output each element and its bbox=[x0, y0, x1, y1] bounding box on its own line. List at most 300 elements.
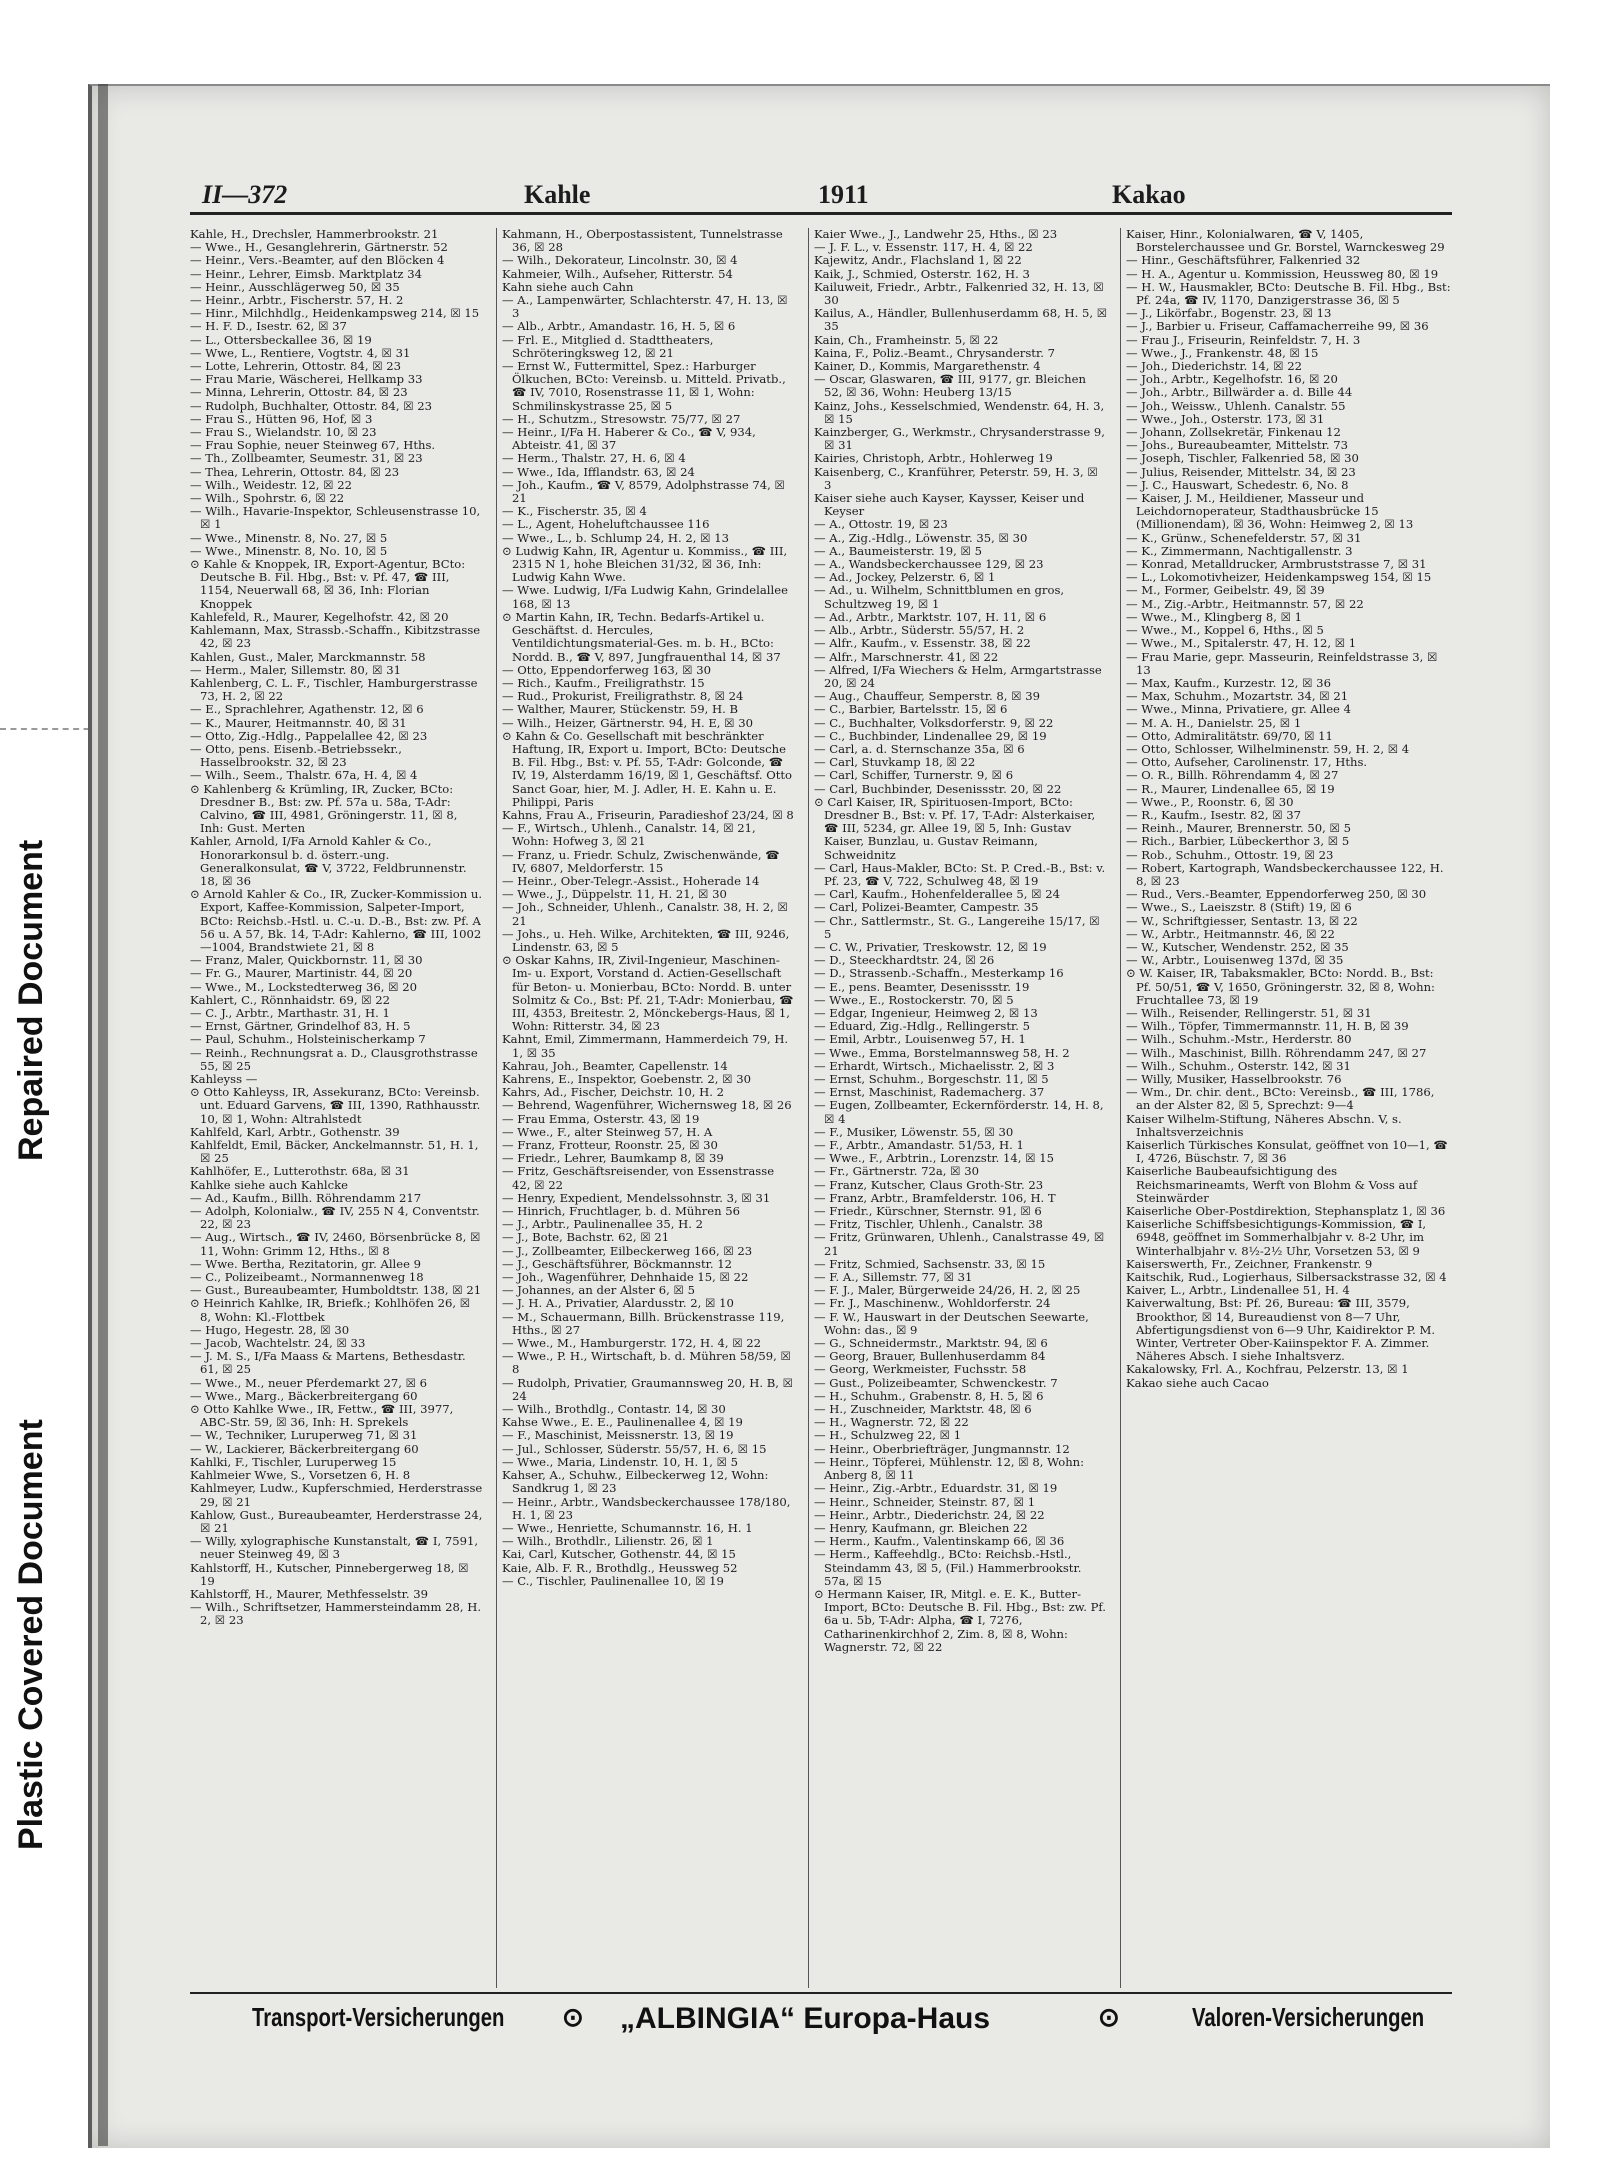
directory-entry: — Rudolph, Buchhalter, Ottostr. 84, ☒ 23 bbox=[190, 398, 433, 413]
directory-entry: — Wilh., Brothdlr., Lilienstr. 26, ☒ 1 bbox=[502, 1534, 714, 1549]
directory-entry: — Rud., Prokurist, Freiligrathstr. 8, ☒ 24 bbox=[502, 689, 744, 704]
directory-entry: — Wwe., J., Düppelstr. 11, H. 21, ☒ 30 bbox=[502, 887, 727, 902]
directory-entry: ⊙ Hermann Kaiser, IR, Mitgl. e. E. K., Butter-Import, BCto: Deutsche B. Fil. Hbg., Bst: zw. Pf. 6a u. 5b, T-Adr: Alpha, ☎ I, 7276, Catharinenkirchhof 2, Zim. 8, ☒ 8, Wohn: Wagnerstr. 72, ☒ 22 bbox=[814, 1586, 1106, 1654]
footer-left-text: Transport-Versicherungen bbox=[252, 2002, 505, 2032]
directory-entry: Kaiverwaltung, Bst: Pf. 26, Bureau: ☎ III, 3579, Brookthor, ☒ 14, Bureaudienst von 8—7 Uhr, Abfertigungsdienst von 6—9 Uhr, Kaidirektor P. M. Winter, Vertreter Ober-Kaiinspektor F. A. Zimmer. Näheres Absch. I siehe Inhaltsverz. bbox=[1126, 1296, 1436, 1364]
directory-entry: — Wwe., M., Klingberg 8, ☒ 1 bbox=[1126, 609, 1303, 624]
header-last-entry: Kakao bbox=[1112, 180, 1186, 209]
directory-entry: — Adolph, Kolonialw., ☎ IV, 255 N 4, Conventstr. 22, ☒ 23 bbox=[190, 1204, 480, 1232]
directory-entry: — Behrend, Wagenführer, Wichernsweg 18, ☒ 26 bbox=[502, 1098, 792, 1113]
directory-entry: — Heinr., I/Fa H. Haberer & Co., ☎ V, 934, Abteistr. 41, ☒ 37 bbox=[502, 425, 756, 453]
directory-entry: — Wilh., Heizer, Gärtnerstr. 94, H. E, ☒ 30 bbox=[502, 715, 753, 730]
directory-entry: — J., Geschäftsführer, Böckmannstr. 12 bbox=[502, 1256, 733, 1271]
directory-entry: — J. C., Hauswart, Schedestr. 6, No. 8 bbox=[1126, 477, 1349, 492]
directory-entry: — Wwe., P., Roonstr. 6, ☒ 30 bbox=[1126, 794, 1294, 809]
directory-entry: — Wm., Dr. chir. dent., BCto: Vereinsb., ☎ III, 1786, an der Alster 82, ☒ 5, Sprechzt: 9—4 bbox=[1126, 1085, 1435, 1113]
directory-entry: — Carl, Schiffer, Turnerstr. 9, ☒ 6 bbox=[814, 768, 1014, 783]
directory-entry: — A., Ottostr. 19, ☒ 23 bbox=[814, 517, 948, 532]
directory-entry: — Joh., Wagenführer, Dehnhaide 15, ☒ 22 bbox=[502, 1270, 749, 1285]
column-divider bbox=[808, 228, 809, 1988]
directory-entry: — Otto, Eppendorferweg 163, ☒ 30 bbox=[502, 662, 711, 677]
directory-entry: — Fr. G., Maurer, Martinistr. 44, ☒ 20 bbox=[190, 966, 413, 981]
directory-entry: — Aug., Chauffeur, Semperstr. 8, ☒ 39 bbox=[814, 689, 1040, 704]
directory-entry: — C. W., Privatier, Treskowstr. 12, ☒ 19 bbox=[814, 939, 1047, 954]
directory-entry: Kahlhöfer, E., Lutterothstr. 68a, ☒ 31 bbox=[190, 1164, 410, 1179]
directory-entry: Kahlen, Gust., Maler, Marckmannstr. 58 bbox=[190, 649, 426, 664]
header-first-entry: Kahle bbox=[524, 180, 591, 209]
directory-entry: — Wwe., J., Frankenstr. 48, ☒ 15 bbox=[1126, 345, 1319, 360]
directory-entry: — Wwe., Henriette, Schumannstr. 16, H. 1 bbox=[502, 1520, 753, 1535]
directory-entry: Kaier Wwe., J., Landwehr 25, Hths., ☒ 23 bbox=[814, 228, 1058, 241]
directory-entry: — Ernst W., Futtermittel, Spez.: Harburger Ölkuchen, BCto: Vereinsb. u. Mitteld. Privatb., ☎ IV, 7010, Rosenstrasse 11, ☒ 1, Wohn: Schmilinskystrasse 25, ☒ 5 bbox=[502, 359, 786, 413]
directory-entry: Kaisenberg, C., Kranführer, Peterstr. 59, H. 3, ☒ 3 bbox=[814, 464, 1098, 492]
directory-entry: — Herm., Kaffeehdlg., BCto: Reichsb.-Hstl., Steindamm 43, ☒ 5, (Fil.) Hammerbrookstr. 57a, ☒ 15 bbox=[814, 1547, 1082, 1588]
directory-entry: ⊙ Arnold Kahler & Co., IR, Zucker-Kommission u. Export, Kaffee-Kommission, Salpeter-Import, BCto: Reichsb.-Hstl. u. C.-u. D.-B., Bst: zw. Pf. A 56 u. A 57, Bk. 14, T-Adr: Kahlerno, ☎ III, 1002—1004, Brandstwiete 21, ☒ 8 bbox=[190, 887, 483, 954]
directory-entry: — Thea, Lehrerin, Ottostr. 84, ☒ 23 bbox=[190, 464, 400, 479]
directory-entry: ⊙ Carl Kaiser, IR, Spirituosen-Import, BCto: Dresdner B., Bst: v. Pf. 17, T-Adr: Alsterkaiser, ☎ III, 5234, gr. Allee 19, ☒ 5, Inh: Gustav Kaiser, Bunzlau, u. Gustav Reimann, Schweidnitz bbox=[814, 794, 1096, 862]
directory-entry: Kahlenberg, C. L. F., Tischler, Hamburgerstrasse 73, H. 2, ☒ 22 bbox=[190, 675, 478, 704]
directory-entry: — F. A., Sillemstr. 77, ☒ 31 bbox=[814, 1270, 973, 1285]
directory-entry: — Friedr., Lehrer, Baumkamp 8, ☒ 39 bbox=[502, 1151, 724, 1166]
directory-entry: — Wilh., Schuhm., Osterstr. 142, ☒ 31 bbox=[1126, 1058, 1351, 1073]
directory-entry: — H. F. D., Isestr. 62, ☒ 37 bbox=[190, 319, 347, 334]
directory-entry: — Wilh., Töpfer, Timmermannstr. 11, H. B, ☒ 39 bbox=[1126, 1019, 1409, 1034]
directory-entry: — W., Lackierer, Bäckerbreitergang 60 bbox=[190, 1441, 419, 1456]
directory-entry: — J., Arbtr., Paulinenallee 35, H. 2 bbox=[502, 1217, 703, 1232]
directory-entry: — Willy, xylographische Kunstanstalt, ☎ I, 7591, neuer Steinweg 49, ☒ 3 bbox=[190, 1534, 479, 1562]
directory-entry: Kaiser, Hinr., Kolonialwaren, ☎ V, 1405, Borstelerchaussee und Gr. Borstel, Warnckesweg 29 bbox=[1126, 228, 1445, 255]
directory-entry: — Fritz, Schmied, Sachsenstr. 33, ☒ 15 bbox=[814, 1256, 1046, 1271]
directory-entry: — Heinr., Vers.-Beamter, auf den Blöcken 4 bbox=[190, 253, 445, 268]
directory-entry: Kahlstorff, H., Kutscher, Pinnebergerweg 18, ☒ 19 bbox=[190, 1560, 469, 1588]
directory-entry: ⊙ Kahlenberg & Krümling, IR, Zucker, BCto: Dresdner B., Bst: zw. Pf. 57a u. 58a, T-Adr: Calvino, ☎ III, 4981, Gröningerstr. 11, ☒ 8, Inh: Gust. Merten bbox=[190, 781, 458, 836]
repaired-document-label: Repaired Document bbox=[12, 839, 50, 1161]
directory-entry: — L., Agent, Hoheluftchaussee 116 bbox=[502, 517, 710, 532]
directory-entry: — Wilh., Schriftsetzer, Hammersteindamm 28, H. 2, ☒ 23 bbox=[190, 1600, 482, 1628]
directory-entry: Kahlmeyer, Ludw., Kupferschmied, Herderstrasse 29, ☒ 21 bbox=[190, 1481, 483, 1509]
directory-entry: — Walther, Maurer, Stückenstr. 59, H. B bbox=[502, 702, 739, 717]
directory-entry: — Alfr., Marschnerstr. 41, ☒ 22 bbox=[814, 649, 999, 664]
directory-entry: — Frau Marie, Wäscherei, Hellkamp 33 bbox=[190, 372, 423, 387]
directory-entry: — C. J., Arbtr., Marthastr. 31, H. 1 bbox=[190, 1005, 390, 1020]
directory-entry: — Erhardt, Wirtsch., Michaelisstr. 2, ☒ 3 bbox=[814, 1058, 1055, 1073]
directory-entry: — Emil, Arbtr., Louisenweg 57, H. 1 bbox=[814, 1032, 1026, 1047]
header-rule bbox=[190, 212, 1452, 215]
directory-entry: — Wilh., Maschinist, Billh. Röhrendamm 247, ☒ 27 bbox=[1126, 1045, 1427, 1060]
directory-entry: Kahlfeld, Karl, Arbtr., Gothenstr. 39 bbox=[190, 1124, 400, 1139]
directory-entry: ⊙ Heinrich Kahlke, IR, Briefk.; Kohlhöfen 26, ☒ 8, Wohn: Kl.-Flottbek bbox=[190, 1296, 471, 1324]
directory-entry: — Eugen, Zollbeamter, Eckernförderstr. 14, H. 8, ☒ 4 bbox=[814, 1098, 1104, 1126]
directory-entry: — Wwe., H., Gesanglehrerin, Gärtnerstr. 52 bbox=[190, 240, 448, 255]
directory-entry: — C., Tischler, Paulinenallee 10, ☒ 19 bbox=[502, 1573, 724, 1588]
directory-entry: — Wilh., Spohrstr. 6, ☒ 22 bbox=[190, 491, 345, 506]
directory-entry: Kahlert, C., Rönnhaidstr. 69, ☒ 22 bbox=[190, 992, 391, 1007]
directory-entry: — Konrad, Metalldrucker, Armbruststrasse 7, ☒ 31 bbox=[1126, 557, 1427, 572]
directory-entry: — Wwe., M., Koppel 6, Hths., ☒ 5 bbox=[1126, 623, 1324, 638]
directory-entry: — Fritz, Geschäftsreisender, von Essenstrasse 42, ☒ 22 bbox=[502, 1164, 775, 1192]
directory-entry: — W., Schriftgiesser, Sentastr. 13, ☒ 22 bbox=[1126, 913, 1358, 928]
directory-entry: — Wwe., Minna, Privatiere, gr. Allee 4 bbox=[1126, 702, 1351, 717]
directory-entry: — Hinrich, Fruchtlager, b. d. Mühren 56 bbox=[502, 1204, 741, 1219]
directory-entry: — Heinr., Oberbriefträger, Jungmannstr. 12 bbox=[814, 1441, 1070, 1456]
directory-entry: — Franz, Frotteur, Roonstr. 25, ☒ 30 bbox=[502, 1138, 718, 1153]
directory-entry: Kahleyss — bbox=[190, 1072, 258, 1086]
directory-entry: — Johs., Bureaubeamter, Mittelstr. 73 bbox=[1126, 438, 1348, 453]
directory-entry: — Wilh., Weidestr. 12, ☒ 22 bbox=[190, 477, 352, 492]
footer-bullet-icon: ⊙ bbox=[1098, 2002, 1120, 2032]
directory-entry: — Joh., Arbtr., Kegelhofstr. 16, ☒ 20 bbox=[1126, 372, 1338, 387]
directory-entry: — Max, Kaufm., Kurzestr. 12, ☒ 36 bbox=[1126, 675, 1331, 690]
directory-entry: — Gust., Bureaubeamter, Humboldtstr. 138, ☒ 21 bbox=[190, 1283, 482, 1298]
directory-entry: — Gust., Polizeibeamter, Schwenckestr. 7 bbox=[814, 1375, 1058, 1390]
directory-entry: — Rich., Kaufm., Freiligrathstr. 15 bbox=[502, 675, 705, 690]
directory-entry: Kahler, Arnold, I/Fa Arnold Kahler & Co., Honorarkonsul b. d. österr.-ung. Generalkonsulat, ☎ V, 3722, Feldbrunnenstr. 18, ☒ 36 bbox=[190, 834, 467, 888]
directory-entry: — Alfr., Kaufm., v. Essenstr. 38, ☒ 22 bbox=[814, 636, 1031, 651]
directory-entry: — F. W., Hauswart in der Deutschen Seewarte, Wohn: das., ☒ 9 bbox=[814, 1309, 1089, 1337]
directory-entry: Kahlke siehe auch Kahlcke bbox=[190, 1177, 349, 1192]
directory-entry: Kahser, A., Schuhw., Eilbeckerweg 12, Wohn: Sandkrug 1, ☒ 23 bbox=[502, 1468, 769, 1496]
directory-entry: — Wwe., Joh., Osterstr. 173, ☒ 31 bbox=[1126, 411, 1325, 426]
directory-entry: — A., Wandsbeckerchaussee 129, ☒ 23 bbox=[814, 557, 1044, 572]
page-binding-edge bbox=[98, 84, 108, 2146]
directory-entry: — Wwe., M., Hamburgerstr. 172, H. 4, ☒ 22 bbox=[502, 1336, 762, 1351]
footer-right-text: Valoren-Versicherungen bbox=[1192, 2002, 1425, 2032]
directory-entry: — Wilh., Dekorateur, Lincolnstr. 30, ☒ 4 bbox=[502, 253, 738, 268]
directory-entry: Kahlstorff, H., Maurer, Methfesselstr. 39 bbox=[190, 1586, 429, 1601]
directory-entry: — Ad., Kaufm., Billh. Röhrendamm 217 bbox=[190, 1190, 422, 1205]
directory-entry: — Henry, Expedient, Mendelssohnstr. 3, ☒ 31 bbox=[502, 1190, 771, 1205]
directory-entry: — W., Kutscher, Wendenstr. 252, ☒ 35 bbox=[1126, 939, 1349, 954]
directory-entry: Kaiserswerth, Fr., Zeichner, Frankenstr. 9 bbox=[1126, 1256, 1373, 1271]
directory-entry: Kahlmeier Wwe, S., Vorsetzen 6, H. 8 bbox=[190, 1468, 411, 1483]
directory-entry: — Julius, Reisender, Mittelstr. 34, ☒ 23 bbox=[1126, 464, 1356, 479]
directory-entry: — Wwe., M., Lockstedterweg 36, ☒ 20 bbox=[190, 979, 417, 994]
directory-entry: Kahrs, Ad., Fischer, Deichstr. 10, H. 2 bbox=[502, 1085, 724, 1100]
directory-entry: — Wwe., M., Spitalerstr. 47, H. 12, ☒ 1 bbox=[1126, 636, 1357, 651]
directory-entry: — D., Strassenb.-Schaffn., Mesterkamp 16 bbox=[814, 966, 1064, 981]
directory-entry: — Alfred, I/Fa Wiechers & Helm, Armgartstrasse 20, ☒ 24 bbox=[814, 662, 1102, 690]
directory-entry: — Ernst, Maschinist, Rademacherg. 37 bbox=[814, 1085, 1045, 1100]
repair-dash-mark bbox=[0, 728, 100, 730]
directory-entry: — Rud., Vers.-Beamter, Eppendorferweg 250, ☒ 30 bbox=[1126, 887, 1427, 902]
directory-entry: — H., Schutzm., Stresowstr. 75/77, ☒ 27 bbox=[502, 411, 741, 426]
directory-entry: — Heinr., Arbtr., Fischerstr. 57, H. 2 bbox=[190, 293, 404, 308]
directory-entry: — M., Zig.-Arbtr., Heitmannstr. 57, ☒ 22 bbox=[1126, 596, 1364, 611]
directory-entry: — Jacob, Wachtelstr. 24, ☒ 33 bbox=[190, 1336, 366, 1351]
directory-entry: — R., Kaufm., Isestr. 82, ☒ 37 bbox=[1126, 807, 1302, 822]
directory-entry: — Fr., Gärtnerstr. 72a, ☒ 30 bbox=[814, 1164, 980, 1179]
directory-entry: Kahmann, H., Oberpostassistent, Tunnelstrasse 36, ☒ 28 bbox=[502, 228, 783, 255]
directory-entry: — M. A. H., Danielstr. 25, ☒ 1 bbox=[1126, 715, 1302, 730]
directory-entry: Kahmeier, Wilh., Aufseher, Ritterstr. 54 bbox=[502, 266, 733, 281]
directory-entry: Kainer, D., Kommis, Margarethenstr. 4 bbox=[814, 359, 1041, 374]
directory-entry: — A., Zig.-Hdlg., Löwenstr. 35, ☒ 30 bbox=[814, 530, 1028, 545]
directory-entry: — Hinr., Geschäftsführer, Falkenried 32 bbox=[1126, 253, 1361, 268]
directory-entry: — Fr. J., Maschinenw., Wohldorferstr. 24 bbox=[814, 1296, 1051, 1311]
page-number: II—372 bbox=[202, 180, 288, 209]
directory-entry: Kaie, Alb. F. R., Brothdlg., Heussweg 52 bbox=[502, 1560, 738, 1575]
plastic-covered-document-label: Plastic Covered Document bbox=[12, 1419, 50, 1851]
directory-column-3 bbox=[814, 228, 1108, 1988]
directory-entry: — Johann, Zollsekretär, Finkenau 12 bbox=[1126, 425, 1341, 440]
directory-entry: — Johs., u. Heh. Wilke, Architekten, ☎ III, 9246, Lindenstr. 63, ☒ 5 bbox=[502, 926, 790, 954]
directory-entry: — H., Schuhm., Grabenstr. 8, H. 5, ☒ 6 bbox=[814, 1388, 1044, 1403]
directory-entry: — M., Schauermann, Billh. Brückenstrasse 119, Hths., ☒ 27 bbox=[502, 1309, 785, 1337]
directory-entry: — Wwe., Emma, Borstelmannsweg 58, H. 2 bbox=[814, 1045, 1070, 1060]
directory-entry: — R., Maurer, Lindenallee 65, ☒ 19 bbox=[1126, 781, 1335, 796]
directory-entry: — Frau Sophie, neuer Steinweg 67, Hths. bbox=[190, 438, 436, 453]
directory-entry: — Hinr., Milchhdlg., Heidenkampsweg 214, ☒ 15 bbox=[190, 306, 480, 321]
directory-entry: — Edgar, Ingenieur, Heimweg 2, ☒ 13 bbox=[814, 1005, 1038, 1020]
directory-entry: ⊙ Kahn & Co. Gesellschaft mit beschränkter Haftung, IR, Export u. Import, BCto: Deutsche B. Fil. Hbg., Bst: v. Pf. 55, T-Adr: Golconde, ☎ IV, 19, Alsterdamm 16/19, ☒ 1, Geschäftsf. Otto Sanct Goar, hier, M. J. Adler, H. E. Kahn u. E. Philippi, Paris bbox=[502, 728, 793, 809]
directory-entry: ⊙ Ludwig Kahn, IR, Agentur u. Kommiss., ☎ III, 2315 N 1, hohe Bleichen 31/32, ☒ 36, Inh: Ludwig Kahn Wwe. bbox=[502, 543, 788, 585]
directory-entry: — Wwe., L., b. Schlump 24, H. 2, ☒ 13 bbox=[502, 530, 729, 545]
directory-entry: — Otto, Admiralitätstr. 69/70, ☒ 11 bbox=[1126, 728, 1333, 743]
directory-entry: — Johannes, an der Alster 6, ☒ 5 bbox=[502, 1283, 695, 1298]
directory-entry: Kahlow, Gust., Bureaubeamter, Herderstrasse 24, ☒ 21 bbox=[190, 1507, 483, 1535]
directory-entry: — Franz, Maler, Quickbornstr. 11, ☒ 30 bbox=[190, 953, 423, 968]
directory-entry: ⊙ Martin Kahn, IR, Techn. Bedarfs-Artikel u. Geschäftst. d. Hercules, Ventildichtungsmaterial-Ges. m. b. H., BCto: Nordd. B., ☎ V, 897, Jungfrauenthal 14, ☒ 37 bbox=[502, 609, 781, 664]
directory-entry: — Carl, Buchbinder, Desenissstr. 20, ☒ 22 bbox=[814, 781, 1062, 796]
directory-entry: — Reinh., Rechnungsrat a. D., Clausgrothstrasse 55, ☒ 25 bbox=[190, 1045, 478, 1073]
directory-entry: Kailus, A., Händler, Bullenhuserdamm 68, H. 5, ☒ 35 bbox=[814, 306, 1108, 334]
advertisement-footer bbox=[190, 2002, 1452, 2042]
directory-entry: — J., Zollbeamter, Eilbeckerweg 166, ☒ 23 bbox=[502, 1243, 753, 1258]
directory-entry: — Wwe. Bertha, Rezitatorin, gr. Allee 9 bbox=[190, 1256, 422, 1271]
directory-entry: ⊙ Kahle & Knoppek, IR, Export-Agentur, BCto: Deutsche B. Fil. Hbg., Bst: v. Pf. 47, ☎ III, 1154, Neuerwall 68, ☒ 36, Inh: Florian Knoppek bbox=[190, 557, 466, 611]
directory-entry: — Alb., Arbtr., Amandastr. 16, H. 5, ☒ 6 bbox=[502, 319, 736, 334]
directory-entry: — Reinh., Maurer, Brennerstr. 50, ☒ 5 bbox=[1126, 821, 1351, 836]
directory-entry: — Jul., Schlosser, Süderstr. 55/57, H. 6, ☒ 15 bbox=[502, 1441, 767, 1456]
directory-entry: Kahlfeldt, Emil, Bäcker, Anckelmannstr. 51, H. 1, ☒ 25 bbox=[190, 1138, 479, 1166]
directory-entry: ⊙ Oskar Kahns, IR, Zivil-Ingenieur, Maschinen-Im- u. Export, Vorstand d. Actien-Gesellschaft für Beton- u. Monierbau, BCto: Nordd. B. unter Solmitz & Co., Bst: Pf. 21, T-Adr: Monierbau, ☎ III, 4353, Breitestr. 2, Mönckebergs-Haus, ☒ 1, Wohn: Ritterstr. 34, ☒ 23 bbox=[502, 953, 794, 1034]
directory-entry: Kaina, F., Poliz.-Beamt., Chrysanderstr. 7 bbox=[814, 345, 1055, 360]
directory-entry: — Wilh., Havarie-Inspektor, Schleusenstrasse 10, ☒ 1 bbox=[190, 504, 481, 532]
footer-company-name: „ALBINGIA“ Europa-Haus bbox=[620, 2002, 991, 2035]
directory-entry: — Carl, Stuvkamp 18, ☒ 22 bbox=[814, 755, 976, 770]
directory-entry: — Heinr., Ober-Telegr.-Assist., Hoherade 14 bbox=[502, 873, 760, 888]
directory-entry: Kaik, J., Schmied, Osterstr. 162, H. 3 bbox=[814, 266, 1030, 281]
directory-entry: — Henry, Kaufmann, gr. Bleichen 22 bbox=[814, 1520, 1028, 1535]
directory-entry: — Fritz, Grünwaren, Uhlenh., Canalstrasse 49, ☒ 21 bbox=[814, 1230, 1105, 1258]
directory-entry: — Heinr., Arbtr., Wandsbeckerchaussee 178/180, H. 1, ☒ 23 bbox=[502, 1494, 791, 1522]
directory-entry: Kahnt, Emil, Zimmermann, Hammerdeich 79, H. 1, ☒ 35 bbox=[502, 1032, 789, 1060]
directory-entry: — K., Zimmermann, Nachtigallenstr. 3 bbox=[1126, 543, 1353, 558]
directory-entry: — Th., Zollbeamter, Seumestr. 31, ☒ 23 bbox=[190, 451, 423, 466]
directory-entry: — J., Bote, Bachstr. 62, ☒ 21 bbox=[502, 1230, 670, 1245]
directory-entry: — Wilh., Reisender, Rellingerstr. 51, ☒ 31 bbox=[1126, 1005, 1372, 1020]
directory-entry: — W., Arbtr., Heitmannstr. 46, ☒ 22 bbox=[1126, 926, 1335, 941]
directory-entry: — H., Wagnerstr. 72, ☒ 22 bbox=[814, 1415, 969, 1430]
directory-entry: — C., Buchbinder, Lindenallee 29, ☒ 19 bbox=[814, 728, 1047, 743]
directory-entry: — Wwe., F., Arbtrin., Lorenzstr. 14, ☒ 15 bbox=[814, 1151, 1054, 1166]
directory-entry: — Georg, Brauer, Bullenhuserdamm 84 bbox=[814, 1349, 1046, 1364]
directory-entry: — Frl. E., Mitglied d. Stadttheaters, Schröteringksweg 12, ☒ 21 bbox=[502, 332, 714, 360]
directory-entry: — Otto, Schlosser, Wilhelminenstr. 59, H. 2, ☒ 4 bbox=[1126, 741, 1410, 756]
directory-entry: Kahrens, E., Inspektor, Goebenstr. 2, ☒ 30 bbox=[502, 1072, 752, 1086]
directory-entry: — Wwe., Minenstr. 8, No. 10, ☒ 5 bbox=[190, 543, 388, 558]
directory-entry: — Joh., Arbtr., Billwärder a. d. Bille 44 bbox=[1126, 385, 1353, 400]
directory-entry: ⊙ Otto Kahleyss, IR, Assekuranz, BCto: Vereinsb. unt. Eduard Garvens, ☎ III, 1390, Rathhausstr. 10, ☒ 1, Wohn: Altrahlstedt bbox=[190, 1085, 481, 1126]
header-year: 1911 bbox=[818, 180, 869, 209]
directory-entry: — C., Polizeibeamt., Normannenweg 18 bbox=[190, 1270, 424, 1285]
directory-entry: — C., Buchhalter, Volksdorferstr. 9, ☒ 22 bbox=[814, 715, 1054, 730]
directory-entry: Kahlki, F., Tischler, Luruperweg 15 bbox=[190, 1454, 397, 1469]
directory-entry: — F., Maschinist, Meissnerstr. 13, ☒ 19 bbox=[502, 1428, 734, 1443]
directory-entry: — Herm., Thalstr. 27, H. 6, ☒ 4 bbox=[502, 451, 686, 466]
directory-entry: — Wwe., P. H., Wirtschaft, b. d. Mühren 58/59, ☒ 8 bbox=[502, 1349, 791, 1377]
directory-entry: — K., Fischerstr. 35, ☒ 4 bbox=[502, 504, 647, 519]
directory-entry: — F., Arbtr., Amandastr. 51/53, H. 1 bbox=[814, 1138, 1024, 1153]
directory-entry: — K., Grünw., Schenefelderstr. 57, ☒ 31 bbox=[1126, 530, 1362, 545]
directory-entry: — Frau J., Friseurin, Reinfeldstr. 7, H. 3 bbox=[1126, 332, 1361, 347]
directory-entry: — W., Techniker, Luruperweg 71, ☒ 31 bbox=[190, 1428, 418, 1443]
directory-entry: Kaiserlich Türkisches Konsulat, geöffnet von 10—1, ☎ I, 4726, Büschstr. 7, ☒ 36 bbox=[1126, 1138, 1448, 1166]
directory-entry: — Heinr., Arbtr., Diederichstr. 24, ☒ 22 bbox=[814, 1507, 1045, 1522]
directory-entry: Kaiver, L., Arbtr., Lindenallee 51, H. 4 bbox=[1126, 1283, 1350, 1298]
directory-entry: — Wwe., Maria, Lindenstr. 10, H. 1, ☒ 5 bbox=[502, 1454, 739, 1469]
directory-entry: — Wwe, L., Rentiere, Vogtstr. 4, ☒ 31 bbox=[190, 345, 411, 360]
directory-entry: — Heinr., Zig.-Arbtr., Eduardstr. 31, ☒ 19 bbox=[814, 1481, 1058, 1496]
directory-entry: — F., Wirtsch., Uhlenh., Canalstr. 14, ☒ 21, Wohn: Hofweg 3, ☒ 21 bbox=[502, 821, 756, 849]
directory-entry: ⊙ W. Kaiser, IR, Tabaksmakler, BCto: Nordd. B., Bst: Pf. 50/51, ☎ V, 1650, Gröningerstr. 32, ☒ 8, Wohn: Fruchtallee 73, ☒ 19 bbox=[1126, 966, 1435, 1007]
directory-entry: — D., Steeckhardtstr. 24, ☒ 26 bbox=[814, 953, 995, 968]
directory-entry: — Franz, Arbtr., Bramfelderstr. 106, H. T bbox=[814, 1190, 1056, 1205]
directory-entry: — Franz, u. Friedr. Schulz, Zwischenwände, ☎ IV, 6807, Meldorferstr. 15 bbox=[502, 847, 780, 875]
directory-entry: — Frau S., Wielandstr. 10, ☒ 23 bbox=[190, 425, 377, 440]
directory-entry: — Joh., Schneider, Uhlenh., Canalstr. 38, H. 2, ☒ 21 bbox=[502, 900, 788, 928]
directory-entry: — F. J., Maler, Bürgerweide 24/26, H. 2, ☒ 25 bbox=[814, 1283, 1081, 1298]
directory-entry: — H., Zuschneider, Marktstr. 48, ☒ 6 bbox=[814, 1402, 1032, 1417]
directory-entry: — Fritz, Tischler, Uhlenh., Canalstr. 38 bbox=[814, 1217, 1043, 1232]
directory-entry: Kakao siehe auch Cacao bbox=[1126, 1375, 1269, 1390]
directory-entry: — Robert, Kartograph, Wandsbeckerchaussee 122, H. 8, ☒ 23 bbox=[1126, 860, 1444, 888]
directory-entry: — E., Sprachlehrer, Agathenstr. 12, ☒ 6 bbox=[190, 702, 424, 717]
directory-entry: — Franz, Kutscher, Claus Groth-Str. 23 bbox=[814, 1177, 1044, 1192]
directory-entry: — A., Lampenwärter, Schlachterstr. 47, H. 13, ☒ 3 bbox=[502, 293, 788, 321]
directory-entry: — Wwe., Ida, Ifflandstr. 63, ☒ 24 bbox=[502, 464, 695, 479]
directory-entry: — K., Maurer, Heitmannstr. 40, ☒ 31 bbox=[190, 715, 407, 730]
directory-entry: Kaiserliche Baubeaufsichtigung des Reichsmarineamts, Werft von Blohm & Voss auf Steinwärder bbox=[1126, 1164, 1418, 1205]
directory-entry: — Ernst, Schuhm., Borgeschstr. 11, ☒ 5 bbox=[814, 1072, 1049, 1086]
directory-entry: — Rudolph, Privatier, Graumannsweg 20, H. B, ☒ 24 bbox=[502, 1375, 793, 1403]
directory-entry: — Joseph, Tischler, Falkenried 58, ☒ 30 bbox=[1126, 451, 1359, 466]
directory-entry: — H. A., Agentur u. Kommission, Heussweg 80, ☒ 19 bbox=[1126, 266, 1439, 281]
directory-entry: — Ad., Jockey, Pelzerstr. 6, ☒ 1 bbox=[814, 570, 996, 585]
directory-entry: — Wwe., Minenstr. 8, No. 27, ☒ 5 bbox=[190, 530, 388, 545]
directory-entry: — Rich., Barbier, Lübeckerthor 3, ☒ 5 bbox=[1126, 834, 1350, 849]
directory-entry: Kaitschik, Rud., Logierhaus, Silbersackstrasse 32, ☒ 4 bbox=[1126, 1270, 1447, 1285]
directory-entry: — Paul, Schuhm., Holsteinischerkamp 7 bbox=[190, 1032, 426, 1047]
directory-entry: — Max, Schuhm., Mozartstr. 34, ☒ 21 bbox=[1126, 689, 1349, 704]
directory-entry: — Wwe., Marg., Bäckerbreitergang 60 bbox=[190, 1388, 418, 1403]
directory-entry: — L., Ottersbeckallee 36, ☒ 19 bbox=[190, 332, 372, 347]
directory-entry: — Kaiser, J. M., Heildiener, Masseur und Leichdornoperateur, Stadthausbrücke 15 (Millionendam), ☒ 36, Wohn: Heimweg 2, ☒ 13 bbox=[1126, 491, 1414, 532]
directory-entry: — Heinr., Ausschlägerweg 50, ☒ 35 bbox=[190, 279, 400, 294]
directory-entry: — Ad., Arbtr., Marktstr. 107, H. 11, ☒ 6 bbox=[814, 609, 1047, 624]
directory-entry: — Friedr., Kürschner, Sternstr. 91, ☒ 6 bbox=[814, 1204, 1042, 1219]
directory-entry: — Aug., Wirtsch., ☎ IV, 2460, Börsenbrücke 8, ☒ 11, Wohn: Grimm 12, Hths., ☒ 8 bbox=[190, 1230, 481, 1258]
directory-entry: — Hugo, Hegestr. 28, ☒ 30 bbox=[190, 1322, 350, 1337]
directory-entry: — Minna, Lehrerin, Ottostr. 84, ☒ 23 bbox=[190, 385, 408, 400]
directory-entry: Kaiser Wilhelm-Stiftung, Näheres Abschn. V, s. Inhaltsverzeichnis bbox=[1126, 1111, 1402, 1139]
footer-rule bbox=[190, 1992, 1452, 1994]
directory-entry: — Lotte, Lehrerin, Ottostr. 84, ☒ 23 bbox=[190, 359, 402, 374]
directory-entry: — O. R., Billh. Röhrendamm 4, ☒ 27 bbox=[1126, 768, 1339, 783]
directory-entry: — Heinr., Lehrer, Eimsb. Marktplatz 34 bbox=[190, 266, 422, 281]
column-divider bbox=[496, 228, 497, 1988]
directory-entry: — Wilh., Seem., Thalstr. 67a, H. 4, ☒ 4 bbox=[190, 768, 418, 783]
directory-entry: Kahle, H., Drechsler, Hammerbrookstr. 21 bbox=[190, 228, 439, 241]
directory-entry: — Ernst, Gärtner, Grindelhof 83, H. 5 bbox=[190, 1019, 411, 1034]
directory-entry: — Otto, Aufseher, Carolinenstr. 17, Hths. bbox=[1126, 755, 1368, 770]
directory-entry: — Carl, Kaufm., Hohenfelderallee 5, ☒ 24 bbox=[814, 887, 1060, 902]
directory-entry: — Frau Emma, Osterstr. 43, ☒ 19 bbox=[502, 1111, 700, 1126]
directory-entry: — C., Barbier, Bartelsstr. 15, ☒ 6 bbox=[814, 702, 1008, 717]
directory-entry: — Wwe., E., Rostockerstr. 70, ☒ 5 bbox=[814, 992, 1014, 1007]
directory-entry: — Herm., Kaufm., Valentinskamp 66, ☒ 36 bbox=[814, 1534, 1065, 1549]
column-divider bbox=[1120, 228, 1121, 1988]
footer-bullet-icon: ⊙ bbox=[562, 2002, 584, 2032]
directory-entry: — Joh., Weissw., Uhlenh. Canalstr. 55 bbox=[1126, 398, 1346, 413]
directory-entry: — Wilh., Schuhm.-Mstr., Herderstr. 80 bbox=[1126, 1032, 1352, 1047]
directory-entry: — H., Schulzweg 22, ☒ 1 bbox=[814, 1428, 962, 1443]
directory-entry: — H. W., Hausmakler, BCto: Deutsche B. Fil. Hbg., Bst: Pf. 24a, ☎ IV, 1170, Danzigerstrasse 36, ☒ 5 bbox=[1126, 279, 1451, 308]
directory-entry: — Oscar, Glaswaren, ☎ III, 9177, gr. Bleichen 52, ☒ 36, Wohn: Heuberg 13/15 bbox=[814, 372, 1086, 400]
directory-entry: — Chr., Sattlermstr., St. G., Langereihe 15/17, ☒ 5 bbox=[814, 913, 1100, 941]
directory-entry: Kajewitz, Andr., Flachsland 1, ☒ 22 bbox=[814, 253, 1022, 268]
directory-entry: — Carl, a. d. Sternschanze 35a, ☒ 6 bbox=[814, 741, 1025, 756]
directory-entry: Kahrau, Joh., Beamter, Capellenstr. 14 bbox=[502, 1058, 728, 1073]
directory-entry: — Carl, Polizei-Beamter, Campestr. 35 bbox=[814, 900, 1039, 915]
directory-entry: — Heinr., Schneider, Steinstr. 87, ☒ 1 bbox=[814, 1494, 1036, 1509]
directory-entry: Kahns, Frau A., Friseurin, Paradieshof 23/24, ☒ 8 bbox=[502, 807, 794, 822]
directory-entry: — J., Likörfabr., Bogenstr. 23, ☒ 13 bbox=[1126, 306, 1332, 321]
directory-column-4 bbox=[1126, 228, 1452, 1988]
directory-entry: — J., Barbier u. Friseur, Caffamacherreihe 99, ☒ 36 bbox=[1126, 319, 1429, 334]
directory-column-1 bbox=[190, 228, 484, 1988]
directory-entry: Kahn siehe auch Cahn bbox=[502, 279, 634, 294]
directory-entry: Kaiserliche Schiffsbesichtigungs-Kommission, ☎ I, 6948, geöffnet im Sommerhalbjahr v. 8-2 Uhr, im Winterhalbjahr v. 8½-2½ Uhr, Vorsetzen 53, ☒ 9 bbox=[1126, 1217, 1427, 1258]
directory-entry: — L., Lokomotivheizer, Heidenkampsweg 154, ☒ 15 bbox=[1126, 570, 1432, 585]
directory-entry: ⊙ Otto Kahlke Wwe., IR, Fettw., ☎ III, 3977, ABC-Str. 59, ☒ 36, Inh: H. Sprekels bbox=[190, 1402, 454, 1430]
directory-entry: — Frau Marie, gepr. Masseurin, Reinfeldstrasse 3, ☒ 13 bbox=[1126, 649, 1438, 677]
directory-entry: — Carl, Haus-Makler, BCto: St. P. Cred.-B., Bst: v. Pf. 23, ☎ V, 722, Schulweg 48, ☒ 19 bbox=[814, 860, 1106, 888]
directory-entry: Kainzberger, G., Werkmstr., Chrysanderstrasse 9, ☒ 31 bbox=[814, 425, 1105, 453]
directory-entry: — G., Schneidermstr., Marktstr. 94, ☒ 6 bbox=[814, 1336, 1048, 1351]
directory-entry: — Rob., Schuhm., Ottostr. 19, ☒ 23 bbox=[1126, 847, 1334, 862]
directory-entry: — Eduard, Zig.-Hdlg., Rellingerstr. 5 bbox=[814, 1019, 1031, 1034]
directory-entry: — F., Musiker, Löwenstr. 55, ☒ 30 bbox=[814, 1124, 1014, 1139]
directory-entry: Kainz, Johs., Kesselschmied, Wendenstr. 64, H. 3, ☒ 15 bbox=[814, 398, 1105, 426]
directory-entry: — Wwe., F., alter Steinweg 57, H. A bbox=[502, 1124, 713, 1139]
directory-entry: — W., Arbtr., Louisenweg 137d, ☒ 35 bbox=[1126, 953, 1344, 968]
directory-entry: — E., pens. Beamter, Desenissstr. 19 bbox=[814, 979, 1030, 994]
directory-entry: — Wilh., Brothdlg., Contastr. 14, ☒ 30 bbox=[502, 1402, 726, 1417]
directory-entry: Kai, Carl, Kutscher, Gothenstr. 44, ☒ 15 bbox=[502, 1547, 736, 1562]
directory-entry: — Joh., Kaufm., ☎ V, 8579, Adolphstrasse 74, ☒ 21 bbox=[502, 477, 785, 506]
directory-entry: Kain, Ch., Framheinstr. 5, ☒ 22 bbox=[814, 332, 999, 347]
directory-entry: — Willy, Musiker, Hasselbrookstr. 76 bbox=[1126, 1072, 1342, 1086]
directory-entry: — Wwe. Ludwig, I/Fa Ludwig Kahn, Grindelallee 168, ☒ 13 bbox=[502, 583, 788, 611]
directory-entry: Kaiserliche Ober-Postdirektion, Stephansplatz 1, ☒ 36 bbox=[1126, 1204, 1446, 1219]
directory-entry: — Otto, pens. Eisenb.-Betriebssekr., Hasselbrookstr. 32, ☒ 23 bbox=[190, 741, 402, 770]
directory-entry: — Alb., Arbtr., Süderstr. 55/57, H. 2 bbox=[814, 623, 1025, 638]
directory-entry: — Ad., u. Wilhelm, Schnittblumen en gros, Schultzweg 19, ☒ 1 bbox=[814, 583, 1065, 611]
directory-entry: — M., Former, Geibelstr. 49, ☒ 39 bbox=[1126, 583, 1325, 598]
directory-entry: — Frau S., Hütten 96, Hof, ☒ 3 bbox=[190, 411, 373, 426]
directory-entry: — Otto, Zig.-Hdlg., Pappelallee 42, ☒ 23 bbox=[190, 728, 428, 743]
